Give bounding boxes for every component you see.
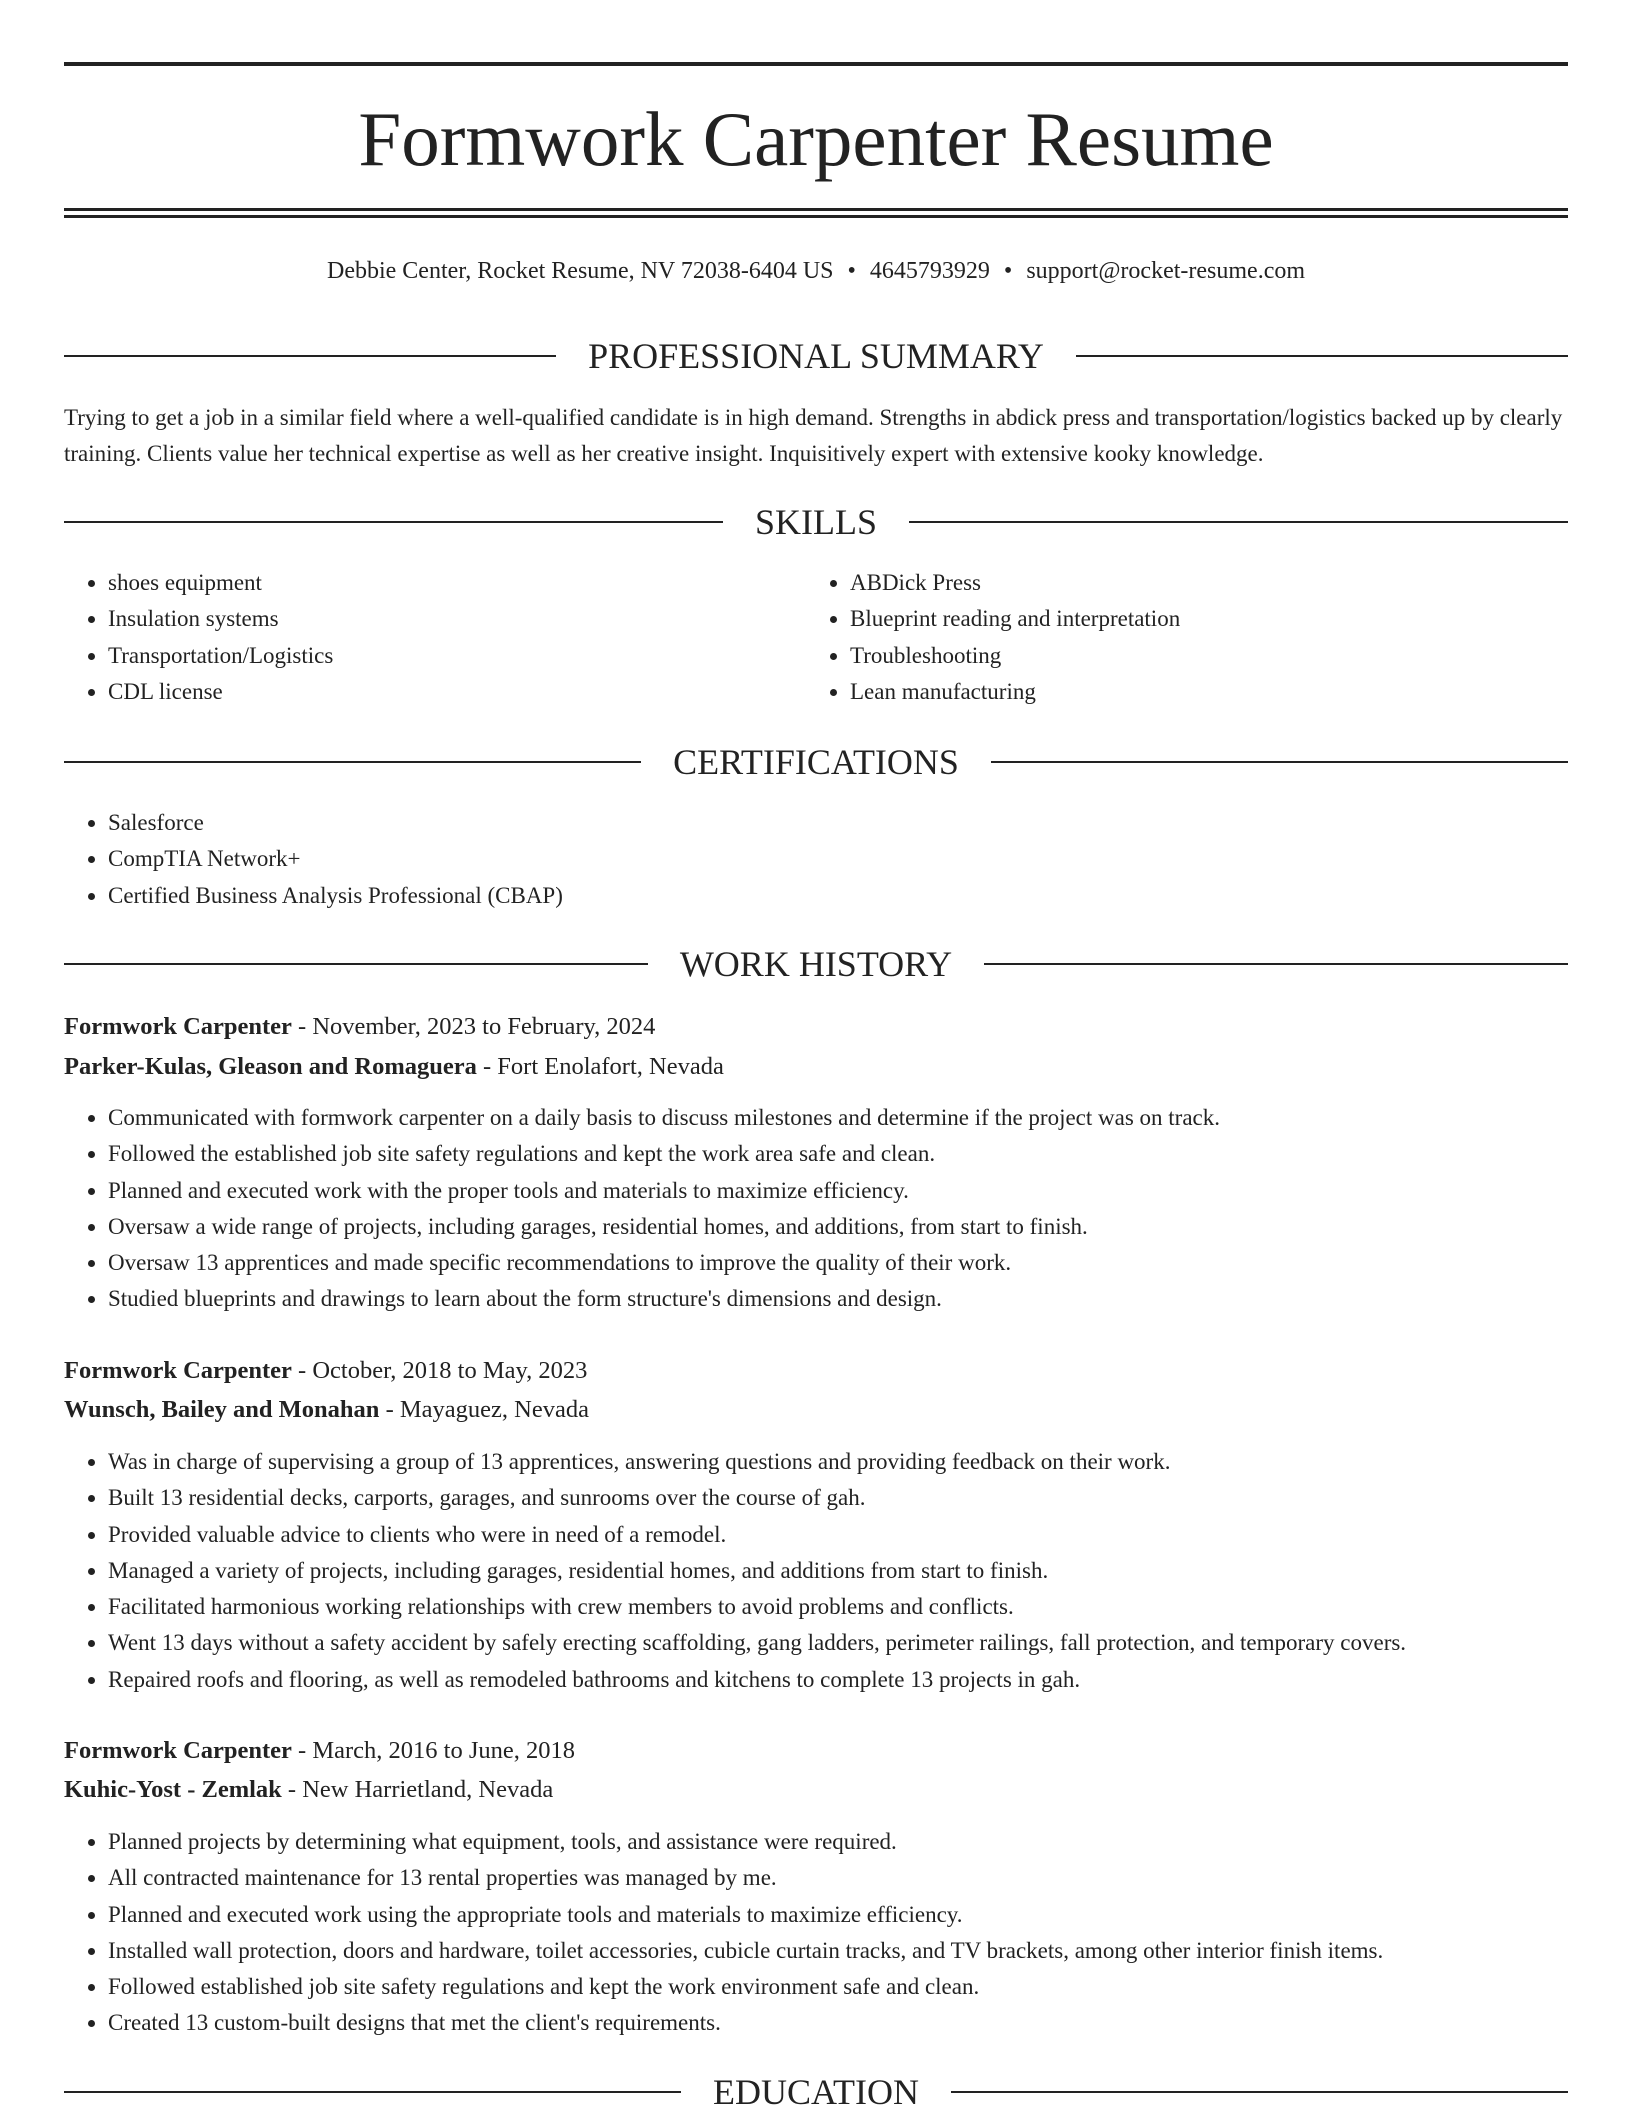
job-dates: - November, 2023 to February, 2024 [291, 1013, 656, 1040]
skill-item: • Blueprint reading and interpretation [850, 601, 1612, 637]
heading-rule [991, 761, 1568, 763]
job-bullet: • Went 13 days without a safety accident by safely erecting scaffolding, gang ladders, perimeter railings, fall protection, and temporary covers. [108, 1625, 1612, 1661]
job-company: Wunsch, Bailey and Monahan [64, 1396, 380, 1423]
job-title-line [64, 1733, 1568, 1769]
job-company: Parker-Kulas, Gleason and Romaguera [64, 1053, 477, 1080]
job-bullet: • Followed established job site safety regulations and kept the work environment safe and clean. [108, 1969, 1612, 2005]
job-company-line [64, 1049, 1568, 1085]
job-bullet: • Was in charge of supervising a group of 13 apprentices, answering questions and providing feedback on their work. [108, 1444, 1612, 1480]
contact-email: support@rocket-resume.com [1026, 258, 1306, 284]
section-title: SKILLS [755, 502, 878, 542]
section-title: CERTIFICATIONS [673, 742, 959, 782]
skill-item: • Troubleshooting [850, 638, 1612, 674]
skills-list-right [806, 565, 1612, 710]
job-title-line [64, 1009, 1568, 1045]
certifications-list [64, 805, 1612, 914]
title-double-rule [64, 208, 1568, 218]
skill-item: • Lean manufacturing [850, 674, 1612, 710]
section-title: WORK HISTORY [679, 944, 953, 984]
skills-list-left [64, 565, 848, 710]
certification-item: • Certified Business Analysis Professional (CBAP) [108, 878, 1612, 914]
summary-text: Trying to get a job in a similar field where a well-qualified candidate is in high demand. Strengths in abdick press and transportation/logistics backed up by clearly training. Clients value her technical expertise as well as her creative insight. Inquisitively expert with extensive kooky knowledge. [64, 405, 1563, 466]
job-bullet: • All contracted maintenance for 13 rental properties was managed by me. [108, 1860, 1612, 1896]
job-bullet: • Installed wall protection, doors and hardware, toilet accessories, cubicle curtain tracks, and TV brackets, among other interior finish items. [108, 1933, 1612, 1969]
job-bullet: • Communicated with formwork carpenter on a daily basis to discuss milestones and determine if the project was on track. [108, 1100, 1612, 1136]
job-bullet: • Provided valuable advice to clients who were in need of a remodel. [108, 1517, 1612, 1553]
heading-rule [951, 2091, 1568, 2093]
top-rule [64, 62, 1568, 66]
job-location: - New Harrietland, Nevada [281, 1776, 554, 1803]
job-company: Kuhic-Yost - Zemlak [64, 1776, 282, 1803]
job-bullet: • Repaired roofs and flooring, as well as remodeled bathrooms and kitchens to complete 13 projects in gah. [108, 1662, 1612, 1698]
job-title-line [64, 1353, 1568, 1389]
job-bullet: • Planned projects by determining what equipment, tools, and assistance were required. [108, 1824, 1612, 1860]
contact-separator: • [1003, 258, 1013, 284]
job-title: Formwork Carpenter [64, 1737, 292, 1764]
section-title: EDUCATION [713, 2072, 919, 2112]
job-title: Formwork Carpenter [64, 1013, 292, 1040]
skill-item: • CDL license [108, 674, 848, 710]
job-location: - Fort Enolafort, Nevada [476, 1053, 724, 1080]
section-heading-education [64, 2070, 1568, 2114]
job-bullet: • Planned and executed work using the appropriate tools and materials to maximize efficiency. [108, 1897, 1612, 1933]
certification-item: • Salesforce [108, 805, 1612, 841]
job-bullet: • Built 13 residential decks, carports, garages, and sunrooms over the course of gah. [108, 1480, 1612, 1516]
heading-rule [64, 355, 556, 357]
contact-phone: 4645793929 [869, 258, 990, 284]
job-bullet: • Oversaw 13 apprentices and made specific recommendations to improve the quality of their work. [108, 1245, 1612, 1281]
job-bullet-list [64, 1824, 1612, 2042]
job-bullet-list [64, 1444, 1612, 1698]
heading-rule [984, 963, 1568, 965]
job-bullet: • Managed a variety of projects, including garages, residential homes, and additions from start to finish. [108, 1553, 1612, 1589]
job-bullet: • Facilitated harmonious working relationships with crew members to avoid problems and conflicts. [108, 1589, 1612, 1625]
heading-rule [1076, 355, 1568, 357]
job-title: Formwork Carpenter [64, 1357, 292, 1384]
skill-item: • shoes equipment [108, 565, 848, 601]
section-title: PROFESSIONAL SUMMARY [588, 336, 1044, 376]
contact-address: Debbie Center, Rocket Resume, NV 72038-6404 US [326, 258, 834, 284]
heading-rule [64, 521, 723, 523]
job-dates: - March, 2016 to June, 2018 [291, 1737, 575, 1764]
section-heading-skills [64, 500, 1568, 544]
job-bullet: • Studied blueprints and drawings to learn about the form structure's dimensions and design. [108, 1281, 1612, 1317]
skill-item: • Transportation/Logistics [108, 638, 848, 674]
contact-line [64, 254, 1568, 288]
resume-title: Formwork Carpenter Resume [358, 96, 1274, 182]
job-bullet: • Oversaw a wide range of projects, including garages, residential homes, and additions, from start to finish. [108, 1209, 1612, 1245]
job-company-line [64, 1392, 1568, 1428]
job-bullet: • Followed the established job site safety regulations and kept the work area safe and clean. [108, 1136, 1612, 1172]
heading-rule [64, 2091, 681, 2093]
job-location: - Mayaguez, Nevada [379, 1396, 589, 1423]
certification-item: • CompTIA Network+ [108, 841, 1612, 877]
section-heading-summary [64, 334, 1568, 378]
skill-item: • ABDick Press [850, 565, 1612, 601]
heading-rule [64, 963, 648, 965]
job-bullet: • Created 13 custom-built designs that met the client's requirements. [108, 2005, 1612, 2041]
skill-item: • Insulation systems [108, 601, 848, 637]
job-company-line [64, 1772, 1568, 1808]
contact-separator: • [847, 258, 856, 284]
job-dates: - October, 2018 to May, 2023 [291, 1357, 588, 1384]
section-heading-work-history [64, 942, 1568, 986]
job-bullet: • Planned and executed work with the proper tools and materials to maximize efficiency. [108, 1173, 1612, 1209]
section-heading-certifications [64, 740, 1568, 784]
job-bullet-list [64, 1100, 1612, 1318]
heading-rule [909, 521, 1568, 523]
heading-rule [64, 761, 641, 763]
